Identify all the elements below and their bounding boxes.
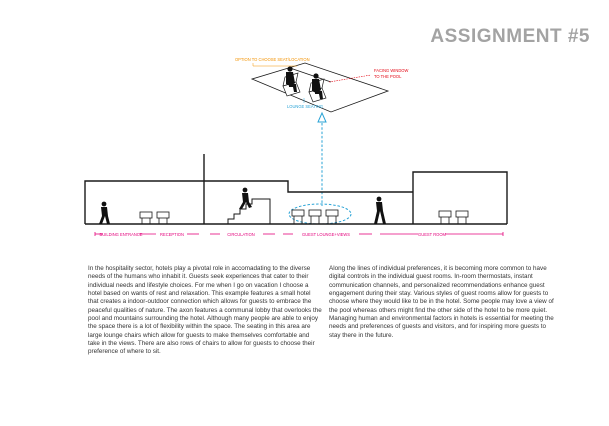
option-leader-line xyxy=(253,63,297,66)
zone-label-building-entrance: BUILDING ENTRANCE xyxy=(99,232,143,237)
reception-benches xyxy=(140,212,169,224)
lounge-platform xyxy=(258,199,270,224)
lounge-benches xyxy=(292,210,338,224)
axon-seating-label: LOUNGE SEATING xyxy=(287,104,324,109)
axon-view xyxy=(235,57,408,112)
zone-label-guest-room: GUEST ROOM xyxy=(418,232,446,237)
body-text-right: Along the lines of individual preferences, it is becoming more common to have digital controls in the individual guest rooms. In-room thermostats, instant communication channels, and personalized recommendations enhance guest engagement during their stay. Various styles of guest rooms allow for guests to choose where they would like to be in the hotel. Some people may love a view of the pool whereas others might find the other side of the hotel to be more quiet. Managing human and environmental factors in hotels is essential for meeting the needs and preferences of guests and visitors, and for inspiring more guests to stay there in the future. xyxy=(329,265,554,339)
walking-figure-entrance xyxy=(99,202,110,224)
zone-label-reception: RECEPTION xyxy=(160,232,184,237)
axon-view-label-line1: FACING WINDOW xyxy=(374,68,409,73)
axon-connector xyxy=(289,113,351,224)
axon-view-label-line2: TO THE POOL xyxy=(374,74,402,79)
zone-label-guest-lounge: GUEST LOUNGE+VIEWS xyxy=(301,232,351,237)
walking-figure-guest-room xyxy=(374,197,386,224)
guest-room-benches xyxy=(439,211,468,224)
body-text-left: In the hospitality sector, hotels play a pivotal role in accomadating to the diverse needs of the humans who inhabit it. Guests seek experiences that cater to their individual needs and lifestyle choices. For me when I go on vacation I choose a hotel based on wants of rest and relaxation. This example features a small hotel that creates a indoor-outdoor connection which allows for guests to embrace the peaceful qualities of nature. The axon features a communal lobby that overlooks the pool and mountains surrounding the hotel. Although many people are able to enjoy the space there is a lot of flexibility within the space. The seating in this area are large lounge chairs which allow for guests to make themselves comfortable and take in the views. There are also rows of chairs to allow for guests to choose their preference of where to sit. xyxy=(88,265,322,356)
roof-middle xyxy=(204,181,413,192)
axon-option-label: OPTION TO CHOOSE SEAT/LOCATION xyxy=(235,57,310,62)
zone-label-circulation: CIRCULATION xyxy=(227,232,255,237)
page-title: ASSIGNMENT #5 xyxy=(430,26,590,47)
